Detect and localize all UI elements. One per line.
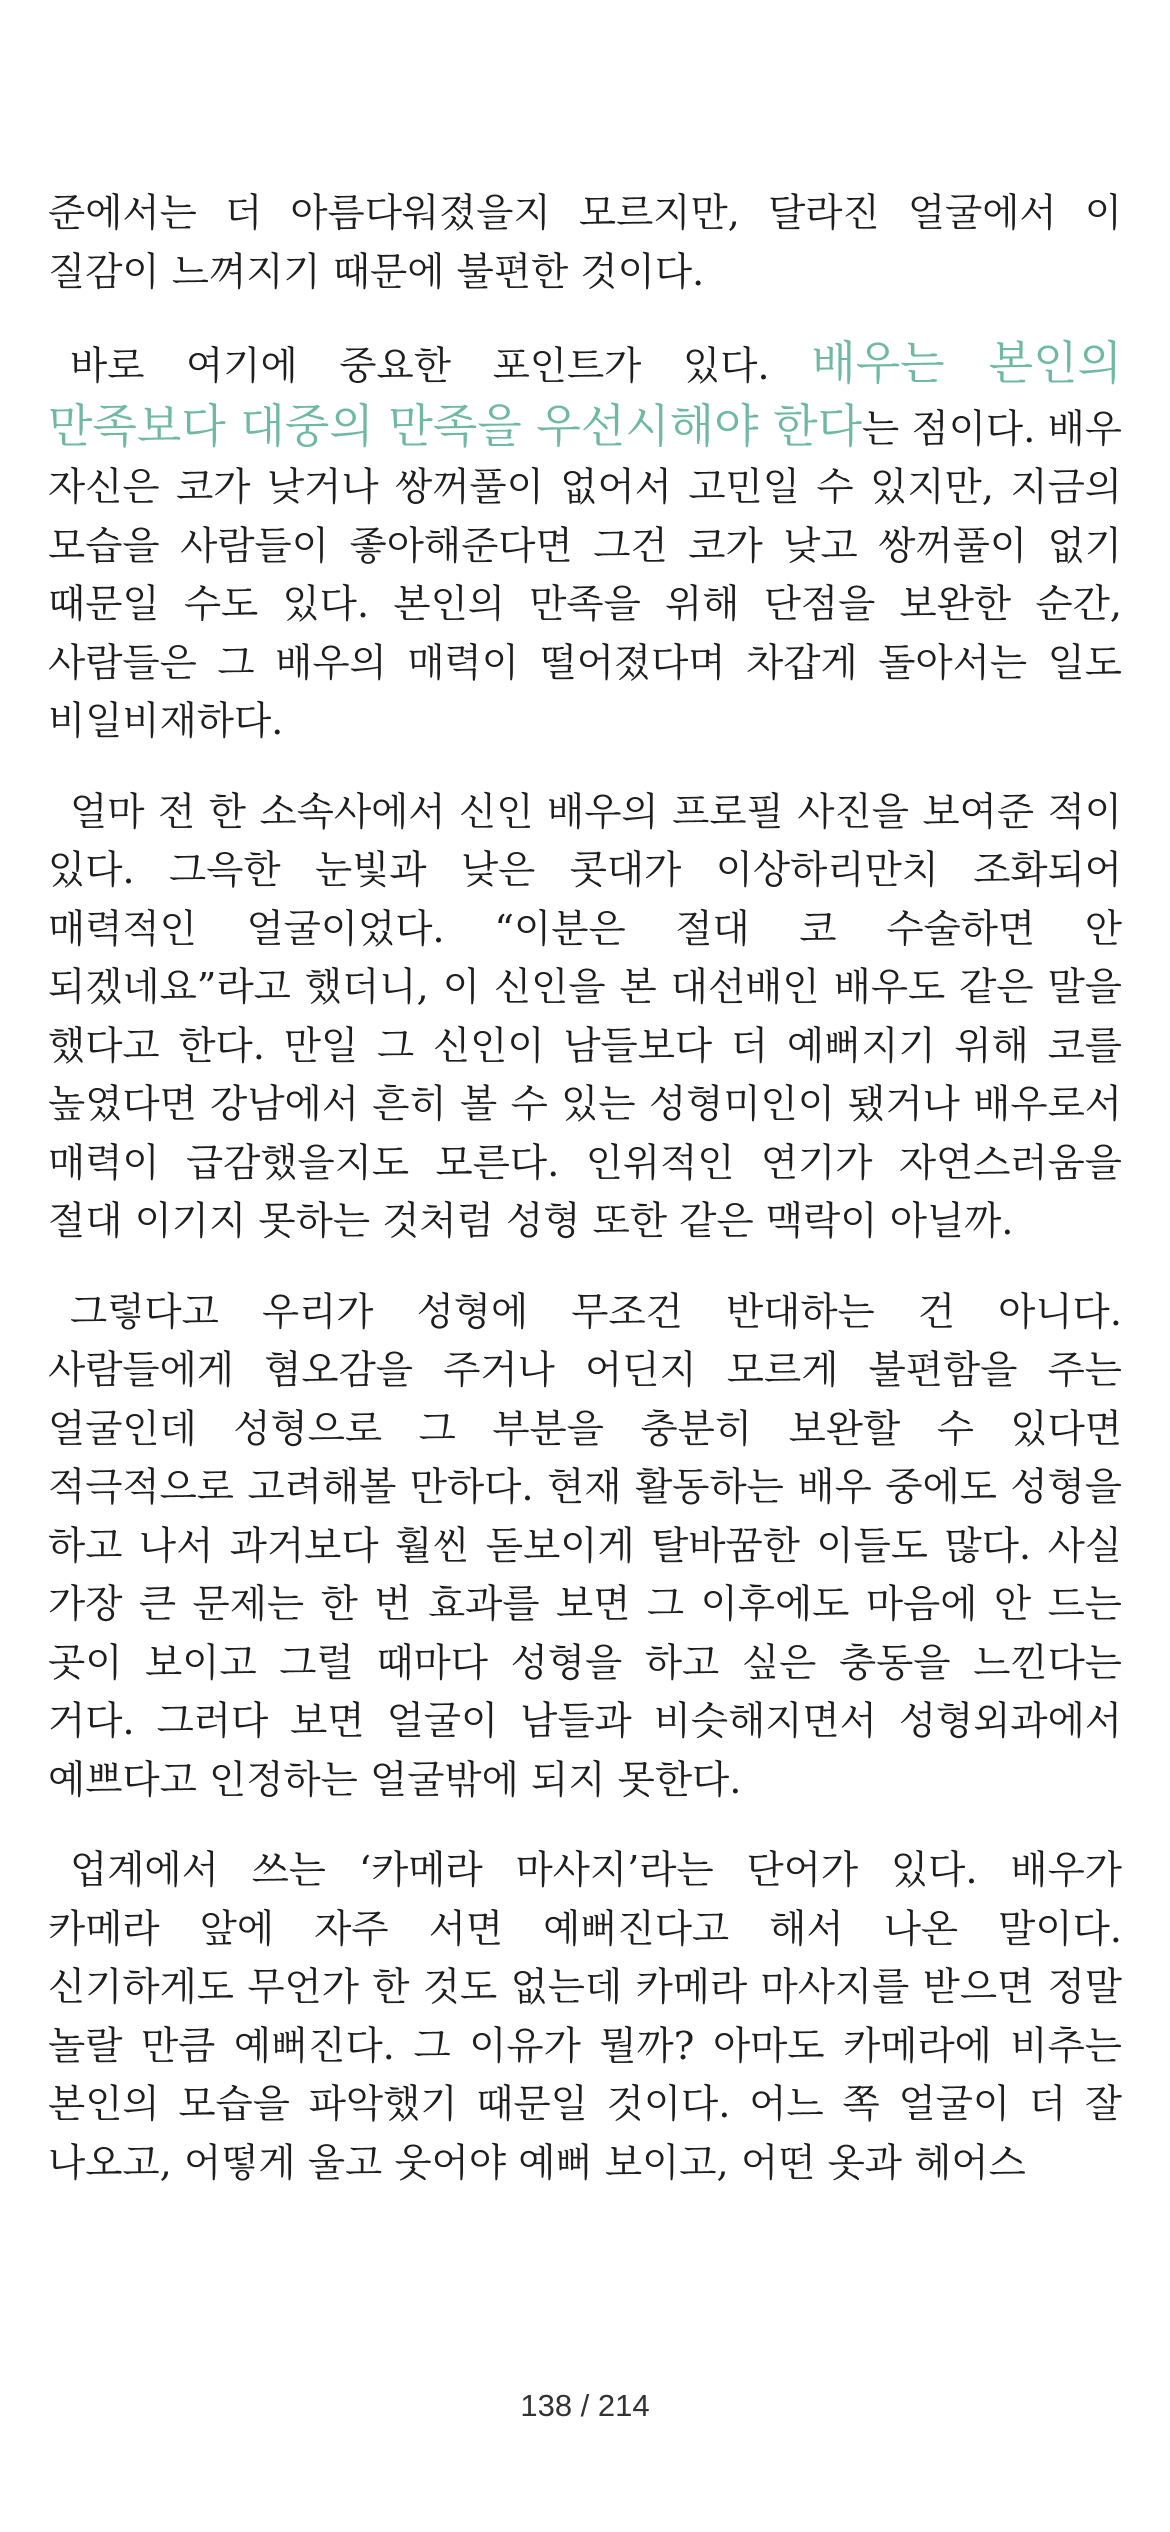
paragraph-5: 업계에서 쓰는 ‘카메라 마사지’라는 단어가 있다. 배우가 카메라 앞에 자주 서면 예뻐진다고 해서 나온 말이다. 신기하게도 무언가 한 것도 없는데 카메라 마사지를 받으면 정말 놀랄 만큼 예뻐진다. 그 이유가 뭘까? 아마도 카메라에 비추는 본인의 모습을 파악했기 때문일 것이다. 어느 쪽 얼굴이 더 잘 나오고, 어떻게 울고 웃어야 예뻐 보이고, 어떤 옷과 헤어스 xyxy=(48,1848,1122,2186)
paragraph-4: 그렇다고 우리가 성형에 무조건 반대하는 건 아니다. 사람들에게 혐오감을 주거나 어딘지 모르게 불편함을 주는 얼굴인데 성형으로 그 부분을 충분히 보완할 수 있다면 적극적으로 고려해볼 만하다. 현재 활동하는 배우 중에도 성형을 하고 나서 과거보다 훨씬 돋보이게 탈바꿈한 이들도 많다. 사실 가장 큰 문제는 한 번 효과를 보면 그 이후에도 마음에 안 드는 곳이 보이고 그럴 때마다 성형을 하고 싶은 충동을 느낀다는 거다. 그러다 보면 얼굴이 남들과 비슷해지면서 성형외과에서 예쁘다고 인정하는 얼굴밖에 되지 못한다. xyxy=(48,1289,1122,1803)
paragraph-2-lead: 바로 여기에 중요한 포인트가 있다. xyxy=(70,344,812,389)
highlighted-key-sentence: 배우는 본인의 만족보다 대중의 만족을 우선시해야 한다 xyxy=(48,336,1122,453)
paragraph-3: 얼마 전 한 소속사에서 신인 배우의 프로필 사진을 보여준 적이 있다. 그윽한 눈빛과 낮은 콧대가 이상하리만치 조화되어 매력적인 얼굴이었다. “이분은 절대 코 수술하면 안 되겠네요”라고 했더니, 이 신인을 본 대선배인 배우도 같은 말을 했다고 한다. 만일 그 신인이 남들보다 더 예뻐지기 위해 코를 높였다면 강남에서 흔히 볼 수 있는 성형미인이 됐거나 배우로서 매력이 급감했을지도 모른다. 인위적인 연기가 자연스러움을 절대 이기지 못하는 것처럼 성형 또한 같은 맥락이 아닐까. xyxy=(48,789,1122,1244)
paragraph-1: 준에서는 더 아름다워졌을지 모르지만, 달라진 얼굴에서 이 질감이 느껴지기 때문에 불편한 것이다. xyxy=(48,191,1122,295)
paragraph-2-rest: 는 점이다. 배우 자신은 코가 낮거나 쌍꺼풀이 없어서 고민일 수 있지만, 지금의 모습을 사람들이 좋아해준다면 그건 코가 낮고 쌍꺼풀이 없기 때문일 수도 있다. 본인의 만족을 위해 단점을 보완한 순간, 사람들은 그 배우의 매력이 떨어졌다며 차갑게 돌아서는 일도 비일비재하다. xyxy=(48,406,1122,744)
paragraph-2 xyxy=(48,334,1122,752)
page-indicator: 138 / 214 xyxy=(520,2388,650,2423)
reader-page[interactable] xyxy=(48,185,1122,2225)
